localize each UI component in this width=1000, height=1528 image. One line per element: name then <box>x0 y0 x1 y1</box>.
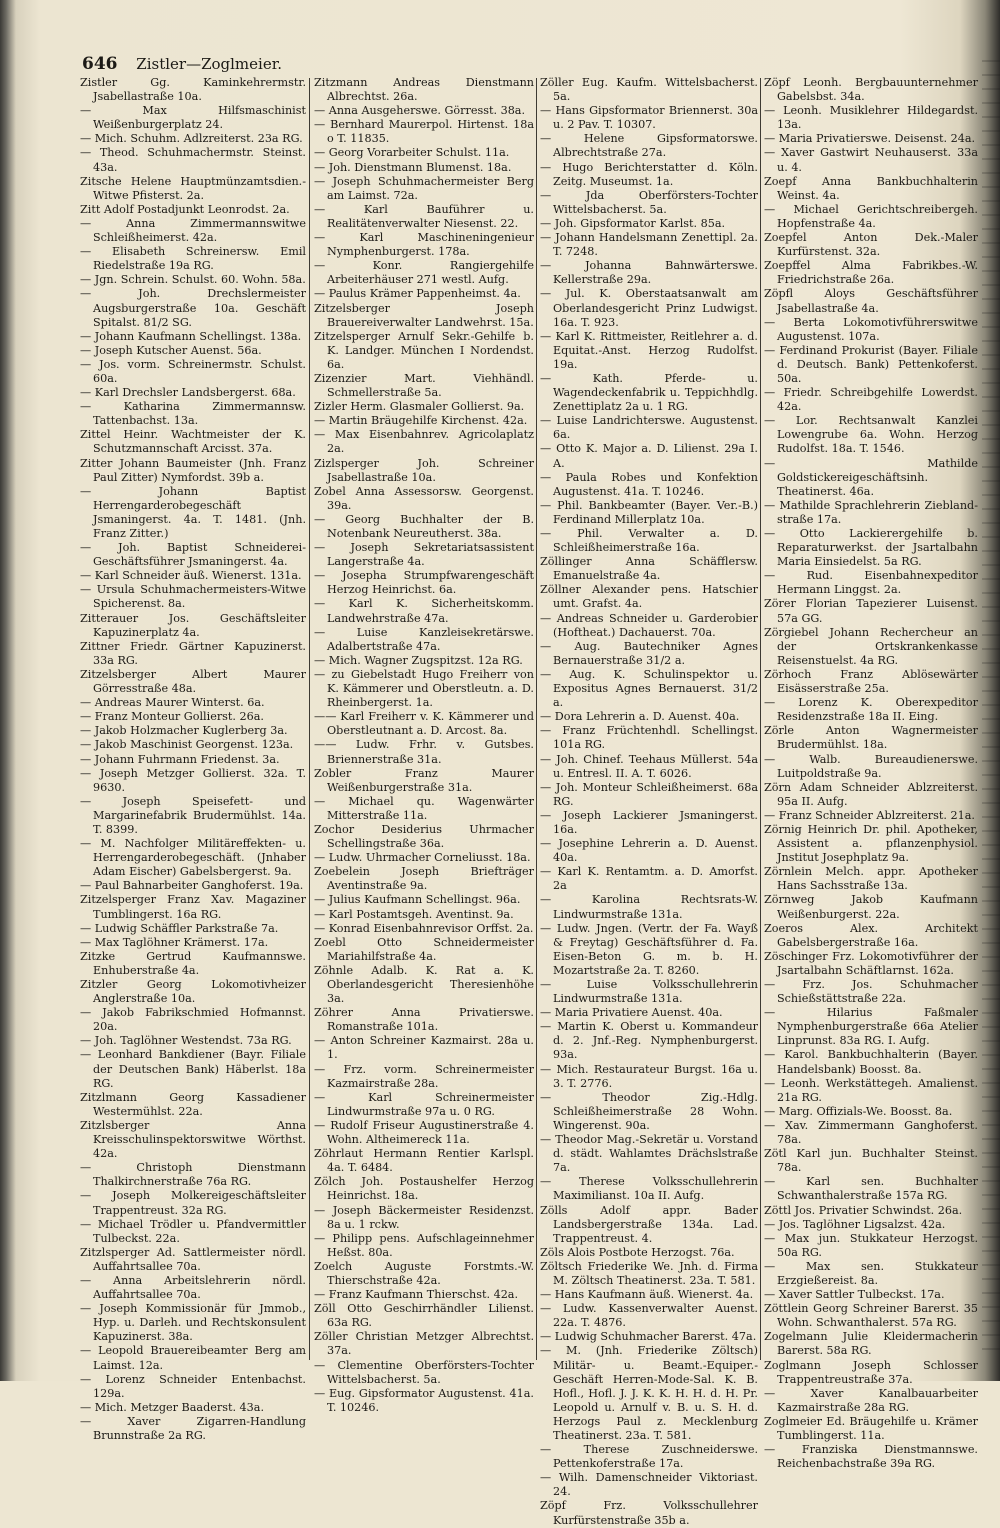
directory-entry: Zöltsch Friederike We. Jnh. d. Firma M. Zöltsch Theatinerst. 23a. T. 581. <box>540 1259 758 1287</box>
directory-entry: — Rud. Eisenbahnexpeditor Hermann Linggst. 2a. <box>764 569 978 597</box>
directory-entry: — Julius Kaufmann Schellingst. 96a. <box>314 893 521 907</box>
directory-entry: — Jda Oberförsters-Tochter Wittelsbacherst. 5a. <box>540 188 758 216</box>
column-divider <box>309 78 310 1360</box>
directory-entry: — M. (Jnh. Friederike Zöltsch) Militär- u. Beamt.-Equiper.-Geschäft Herren-Mode-Sal. K. B. Hofl., Hofl. J. J. K. K. H. H. d. H. Pr. Leopold u. Arnulf v. B. u. S. H. d. Herzogs Paul z. Mecklenburg Theatinerst. 23a. T. 581. <box>540 1344 758 1442</box>
directory-entry: — Rudolf Friseur Augustinerstraße 4. Wohn. Altheimereck 11a. <box>314 1118 534 1147</box>
directory-entry: Zöttl Jos. Privatier Schwindst. 26a. <box>764 1203 963 1217</box>
directory-entry: — Leopold Brauereibeamter Berg am Laimst. 12a. <box>80 1344 306 1372</box>
directory-entry: — Kath. Pferde- u. Wagendeckenfabrik u. Teppichhdlg. Zenettiplatz 2a u. 1 RG. <box>540 371 758 414</box>
directory-entry: — Friedr. Schreibgehilfe Lowerdst. 42a. <box>764 386 978 414</box>
directory-entry: — Mathilde Goldstickereigeschäftsinh. Theatinerst. 46a. <box>764 456 978 498</box>
directory-entry: — Ludwig Schäffler Parkstraße 7a. <box>80 921 279 935</box>
directory-entry: Zoepf Anna Bankbuchhalterin Weinst. 4a. <box>764 174 978 202</box>
directory-entry: — Karl Postamtsgeh. Aventinst. 9a. <box>314 907 514 921</box>
directory-entry: Zitzelsberger Albert Maurer Görresstraße 48a. <box>80 667 306 696</box>
directory-entry: — Mathilde Sprachlehrerin Ziebland-straße 17a. <box>764 498 978 526</box>
directory-entry: — Katharina Zimmermannsw. Tattenbachst. 13a. <box>80 400 306 428</box>
directory-entry: — Xav. Zimmermann Ganghoferst. 78a. <box>764 1118 978 1147</box>
directory-entry: — Phil. Bankbeamter (Bayer. Ver.-B.) Ferdinand Millerplatz 10a. <box>540 498 758 526</box>
directory-entry: — Michael qu. Wagenwärter Mitterstraße 11a. <box>314 794 534 822</box>
directory-entry: — Joh. Dienstmann Blumenst. 18a. <box>314 160 512 174</box>
directory-entry: — Mich. Restaurateur Burgst. 16a u. 3. T. 2776. <box>540 1062 758 1090</box>
directory-entry: Zitter Johann Baumeister (Jnh. Franz Paul Zitter) Nymfordst. 39b a. <box>80 456 306 484</box>
directory-entry: Zöllinger Anna Schäfflersw. Emanuelstraße 4a. <box>540 555 758 583</box>
directory-entry: — Ludw. Kassenverwalter Auenst. 22a. T. 4876. <box>540 1302 758 1330</box>
directory-entry: — Anton Schreiner Kazmairst. 28a u. 1. <box>314 1034 534 1062</box>
directory-entry: — Otto Lackierergehilfe b. Reparaturwerkst. der Jsartalbahn Maria Einsiedelst. 5a RG. <box>764 527 978 569</box>
directory-entry: — Aug. K. Schulinspektor u. Expositus Agnes Bernauerst. 31/2 a. <box>540 667 758 710</box>
directory-entry: — Karl Bauführer u. Realitätenverwalter Niesenst. 22. <box>314 202 534 230</box>
directory-entry: — Joseph Molkereigeschäftsleiter Trappentreust. 32a RG. <box>80 1189 306 1217</box>
directory-entry: — Jul. K. Oberstaatsanwalt am Oberlandesgericht Prinz Ludwigst. 16a. T. 923. <box>540 287 758 329</box>
directory-entry: — Andreas Maurer Winterst. 6a. <box>80 696 265 710</box>
directory-entry: — zu Giebelstadt Hugo Freiherr von K. Kämmerer und Oberstleutn. a. D. Rheinbergerst. 1a. <box>314 667 534 710</box>
directory-entry: — Therese Volksschullehrerin Maximilianst. 10a II. Aufg. <box>540 1175 758 1203</box>
directory-entry: — Johann Kaufmann Schellingst. 138a. <box>80 329 302 343</box>
directory-entry: Zöll Otto Geschirrhändler Lilienst. 63a RG. <box>314 1302 534 1330</box>
directory-entry: — Frz. Jos. Schuhmacher Schießstättstraße 22a. <box>764 978 978 1006</box>
directory-entry: — Marg. Offizials-We. Boosst. 8a. <box>764 1104 953 1118</box>
directory-entry: Zobler Franz Maurer Weißenburgerstraße 31a. <box>314 766 534 794</box>
directory-entry: — Anna Zimmermannswitwe Schleißheimerst. 42a. <box>80 216 306 245</box>
directory-entry: Zoepffel Alma Fabrikbes.-W. Friedrichstraße 26a. <box>764 259 978 287</box>
directory-entry: — Anna Arbeitslehrerin nördl. Auffahrtsallee 70a. <box>80 1273 306 1302</box>
directory-entry: — Konrad Eisenbahnrevisor Orffst. 2a. <box>314 921 534 935</box>
directory-entry: Zittner Friedr. Gärtner Kapuzinerst. 33a RG. <box>80 639 306 667</box>
directory-entry: — Lorenz Schneider Entenbachst. 129a. <box>80 1372 306 1400</box>
directory-entry: — Michael Trödler u. Pfandvermittler Tulbeckst. 22a. <box>80 1217 306 1245</box>
directory-entry: — Georg Buchhalter der B. Notenbank Neureutherst. 38a. <box>314 512 534 540</box>
directory-entry: — Joseph Lackierer Jsmaningerst. 16a. <box>540 808 758 836</box>
column-3 <box>540 76 758 1527</box>
directory-entry: Zitzke Gertrud Kaufmannswe. Enhuberstraße 4a. <box>80 949 306 977</box>
directory-entry: Zitzelsperger Franz Xav. Magaziner Tumblingerst. 16a RG. <box>80 893 306 921</box>
directory-entry: — Karl Drechsler Landsbergerst. 68a. <box>80 386 296 400</box>
directory-entry: — Ursula Schuhmachermeisters-Witwe Spicherenst. 8a. <box>80 583 306 611</box>
directory-entry: — Walb. Bureaudienerswe. Luitpoldstraße 9a. <box>764 752 978 780</box>
directory-entry: — Max jun. Stukkateur Herzogst. 50a RG. <box>764 1231 978 1259</box>
directory-entry: — Lorenz K. Oberexpeditor Residenzstraße 18a II. Eing. <box>764 696 978 724</box>
directory-entry: — Aug. Bautechniker Agnes Bernauerstraße 31/2 a. <box>540 639 758 667</box>
directory-entry: — Joseph Speisefett- und Margarinefabrik Brudermühlst. 14a. T. 8399. <box>80 794 306 836</box>
directory-entry: — Karl Schreinermeister Lindwurmstraße 97a u. 0 RG. <box>314 1090 534 1118</box>
directory-entry: — Mich. Metzger Baaderst. 43a. <box>80 1400 265 1414</box>
page-number: 646 <box>82 54 118 74</box>
directory-entry: — Leonh. Musiklehrer Hildegardst. 13a. <box>764 104 978 132</box>
directory-entry: — Joh. Monteur Schleißheimerst. 68a RG. <box>540 780 758 808</box>
directory-entry: Zitt Adolf Postadjunkt Leonrodst. 2a. <box>80 202 290 216</box>
directory-entry: — Leonhard Bankdiener (Bayr. Filiale der Deutschen Bank) Häberlst. 18a RG. <box>80 1048 306 1090</box>
directory-entry: — Franz Monteur Gollierst. 26a. <box>80 710 264 724</box>
directory-entry: —— Ludw. Frhr. v. Gutsbes. Briennerstraße 31a. <box>314 738 534 766</box>
directory-entry: — Philipp pens. Aufschlageinnehmer Heßst. 80a. <box>314 1231 534 1259</box>
directory-entry: Zitzelsperger Arnulf Sekr.-Gehilfe b. K. Landger. München I Nordendst. 6a. <box>314 329 534 371</box>
column-divider <box>536 78 537 1360</box>
directory-entry: — Anna Ausgeherswe. Görresst. 38a. <box>314 104 526 118</box>
directory-entry: — Karl Maschineningenieur Nymphenburgerst. 178a. <box>314 231 534 259</box>
directory-entry: — Ferdinand Prokurist (Bayer. Filiale d. Deutsch. Bank) Pettenkoferst. 50a. <box>764 343 978 385</box>
directory-entry: — Jgn. Schrein. Schulst. 60. Wohn. 58a. <box>80 273 306 287</box>
directory-entry: Zöller Eug. Kaufm. Wittelsbacherst. 5a. <box>540 76 758 104</box>
directory-entry: — Ludwig Schuhmacher Barerst. 47a. <box>540 1330 757 1344</box>
directory-entry: — Franz Schneider Ablzreiterst. 21a. <box>764 808 975 822</box>
directory-entry: Zochor Desiderius Uhrmacher Schellingstraße 36a. <box>314 822 534 851</box>
directory-entry: — Andreas Schneider u. Garderobier (Hoftheat.) Dachauerst. 70a. <box>540 611 758 639</box>
directory-entry: — Mich. Wagner Zugspitzst. 12a RG. <box>314 653 523 667</box>
directory-entry: — Hugo Berichterstatter d. Köln. Zeitg. Museumst. 1a. <box>540 160 758 188</box>
directory-entry: Zötl Karl jun. Buchhalter Steinst. 78a. <box>764 1147 978 1175</box>
directory-entry: — Max sen. Stukkateur Erzgießereist. 8a. <box>764 1259 978 1287</box>
directory-entry: Zoglmann Joseph Schlosser Trappentreustraße 37a. <box>764 1358 978 1386</box>
directory-entry: — Johann Baptist Herrengarderobegeschäft Jsmaningerst. 4a. T. 1481. (Jnh. Franz Zitter.) <box>80 484 306 540</box>
directory-entry: Zörn Adam Schneider Ablzreiterst. 95a II. Aufg. <box>764 780 978 808</box>
directory-entry: — Johann Fuhrmann Friedenst. 3a. <box>80 752 280 766</box>
directory-entry: Zörgiebel Johann Rechercheur an der Ortskrankenkasse Reisenstuelst. 4a RG. <box>764 625 978 667</box>
directory-entry: — Michael Gerichtschreibergeh. Hopfenstraße 4a. <box>764 202 978 230</box>
directory-entry: Zitzmann Andreas Dienstmann Albrechtst. 26a. <box>314 76 534 104</box>
directory-entry: — Joseph Bäckermeister Residenzst. 8a u. 1 rckw. <box>314 1203 534 1231</box>
directory-entry: — Joseph Schuhmachermeister Berg am Laimst. 72a. <box>314 174 534 202</box>
directory-entry: — Maria Privatiere Auenst. 40a. <box>540 1006 723 1020</box>
directory-entry: — Paula Robes und Konfektion Augustenst. 41a. T. 10246. <box>540 470 758 498</box>
directory-entry: Zöpf Leonh. Bergbauunternehmer Gabelsbst. 34a. <box>764 76 978 104</box>
directory-entry: — Karl K. Rittmeister, Reitlehrer a. d. Equitat.-Anst. Herzog Rudolfst. 19a. <box>540 329 758 371</box>
directory-entry: — Hans Gipsformator Briennerst. 30a u. 2 Pav. T. 10307. <box>540 104 758 132</box>
directory-entry: — Xaver Kanalbauarbeiter Kazmairstraße 28a RG. <box>764 1386 978 1414</box>
directory-entry: — Luise Volksschullehrerin Lindwurmstraße 131a. <box>540 978 758 1006</box>
directory-entry: — Max Eisenbahnrev. Agricolaplatz 2a. <box>314 428 534 456</box>
directory-entry: — Joh. Baptist Schneiderei-Geschäftsführer Jsmaningerst. 4a. <box>80 541 306 569</box>
directory-entry: — Jakob Fabrikschmied Hofmannst. 20a. <box>80 1006 306 1034</box>
directory-entry: — Helene Gipsformatorswe. Albrechtstraße 27a. <box>540 132 758 160</box>
directory-entry: — Joseph Kommissionär für Jmmob., Hyp. u. Darleh. und Rechtskonsulent Kapuzinerst. 38a. <box>80 1302 306 1344</box>
directory-entry: Zöttlein Georg Schreiner Barerst. 35 Wohn. Schwanthalerst. 57a RG. <box>764 1302 978 1330</box>
directory-entry: — Bernhard Maurerpol. Hirtenst. 18a o T. 11835. <box>314 118 534 146</box>
directory-entry: — Georg Vorarbeiter Schulst. 11a. <box>314 146 510 160</box>
directory-entry: — Karl sen. Buchhalter Schwanthalerstraße 157a RG. <box>764 1175 978 1203</box>
directory-entry: —— Karl Freiherr v. K. Kämmerer und Oberstleutnant a. D. Arcost. 8a. <box>314 710 534 738</box>
directory-entry: — Xaver Gastwirt Neuhauserst. 33a u. 4. <box>764 146 978 174</box>
directory-entry: — Jakob Holzmacher Kuglerberg 3a. <box>80 724 288 738</box>
column-divider <box>760 78 761 1360</box>
directory-entry: Zöller Christian Metzger Albrechtst. 37a. <box>314 1330 534 1358</box>
directory-entry: Zitterauer Jos. Geschäftsleiter Kapuzinerplatz 4a. <box>80 611 306 639</box>
directory-entry: Zörer Florian Tapezierer Luisenst. 57a GG. <box>764 597 978 625</box>
directory-entry: — Joh. Taglöhner Westendst. 73a RG. <box>80 1034 292 1048</box>
directory-entry: — Ludw. Jngen. (Vertr. der Fa. Wayß & Freytag) Geschäftsführer d. Fa. Eisen-Beton G. m. b. H. Mozartstraße 2a. T. 8260. <box>540 921 758 977</box>
directory-entry: Zöls Alois Postbote Herzogst. 76a. <box>540 1245 735 1259</box>
directory-entry: Zizenzier Mart. Viehhändl. Schmellerstraße 5a. <box>314 371 534 400</box>
directory-entry: Zöschinger Frz. Lokomotivführer der Jsartalbahn Schäftlarnst. 162a. <box>764 949 978 977</box>
directory-entry: Zöhrer Anna Privatierswe. Romanstraße 101a. <box>314 1006 534 1034</box>
directory-entry: Zöllner Alexander pens. Hatschier umt. Grafst. 4a. <box>540 583 758 611</box>
directory-entry: — Luise Landrichterswe. Augustenst. 6a. <box>540 414 758 442</box>
directory-entry: — Jos. Taglöhner Ligsalzst. 42a. <box>764 1217 946 1231</box>
directory-entry: Zittel Heinr. Wachtmeister der K. Schutzmannschaft Arcisst. 37a. <box>80 428 306 456</box>
directory-entry: — Martin K. Oberst u. Kommandeur d. 2. Jnf.-Reg. Nymphenburgerst. 93a. <box>540 1020 758 1062</box>
directory-entry: Zölls Adolf appr. Bader Landsbergerstraße 134a. Lad. Trappentreust. 4. <box>540 1203 758 1245</box>
directory-entry: — Joh. Drechslermeister Augsburgerstraße 10a. Geschäft Spitalst. 81/2 SG. <box>80 287 306 329</box>
directory-entry: — Theod. Schuhmachermstr. Steinst. 43a. <box>80 146 306 174</box>
directory-entry: — Joh. Gipsformator Karlst. 85a. <box>540 216 726 230</box>
directory-entry: — Therese Zuschneiderswe. Pettenkoferstraße 17a. <box>540 1443 758 1471</box>
directory-entry: Zöhnle Adalb. K. Rat a. K. Oberlandesgericht Theresienhöhe 3a. <box>314 963 534 1006</box>
directory-entry: Zoeros Alex. Architekt Gabelsbergerstraße 16a. <box>764 921 978 949</box>
directory-entry: Zöpfl Aloys Geschäftsführer Jsabellastraße 4a. <box>764 287 978 315</box>
directory-entry: — Elisabeth Schreinersw. Emil Riedelstraße 19a RG. <box>80 245 306 273</box>
directory-entry: — Berta Lokomotivführerswitwe Augustenst. 107a. <box>764 315 978 343</box>
directory-entry: — Paulus Krämer Pappenheimst. 4a. <box>314 287 521 301</box>
directory-entry: — Franziska Dienstmannswe. Reichenbachstraße 39a RG. <box>764 1443 978 1471</box>
directory-entry: — Christoph Dienstmann Thalkirchnerstraße 76a RG. <box>80 1161 306 1189</box>
directory-entry: — Josepha Strumpfwarengeschäft Herzog Heinrichst. 6a. <box>314 569 534 597</box>
directory-entry: — Johanna Bahnwärterswe. Kellerstraße 29a. <box>540 259 758 287</box>
directory-entry: — Paul Bahnarbeiter Ganghoferst. 19a. <box>80 879 304 893</box>
directory-entry: — Max Taglöhner Krämerst. 17a. <box>80 935 269 949</box>
directory-entry: — Joh. Chinef. Teehaus Müllerst. 54a u. Entresl. II. A. T. 6026. <box>540 752 758 780</box>
directory-entry: Zoelch Auguste Forstmts.-W. Thierschstraße 42a. <box>314 1259 534 1287</box>
directory-entry: Zörnig Heinrich Dr. phil. Apotheker, Assistent a. pflanzenphysiol. Jnstitut Josephplatz 9a. <box>764 822 978 865</box>
directory-entry: — Theodor Mag.-Sekretär u. Vorstand d. städt. Wahlamtes Drächslstraße 7a. <box>540 1133 758 1175</box>
directory-entry: — Karl K. Rentamtm. a. D. Amorfst. 2a <box>540 865 758 893</box>
running-title: Zistler—Zoglmeier. <box>136 55 282 73</box>
directory-entry: — Phil. Verwalter a. D. Schleißheimerstraße 16a. <box>540 527 758 555</box>
directory-entry: — Dora Lehrerin a. D. Auenst. 40a. <box>540 710 740 724</box>
directory-entry: Zoglmeier Ed. Bräugehilfe u. Krämer Tumblingerst. 11a. <box>764 1414 978 1442</box>
directory-entry: Zistler Gg. Kaminkehrermstr. Jsabellastraße 10a. <box>80 76 306 104</box>
directory-entry: — Lor. Rechtsanwalt Kanzlei Lowengrube 6a. Wohn. Herzog Rudolfst. 18a. T. 1546. <box>764 414 978 456</box>
directory-entry: Zörnweg Jakob Kaufmann Weißenburgerst. 22a. <box>764 893 978 921</box>
directory-entry: — Xaver Zigarren-Handlung Brunnstraße 2a RG. <box>80 1414 306 1442</box>
directory-entry: — Josephine Lehrerin a. D. Auenst. 40a. <box>540 837 758 865</box>
directory-entry: — Franz Früchtenhdl. Schellingst. 101a RG. <box>540 724 758 752</box>
directory-entry: — Hans Kaufmann äuß. Wienerst. 4a. <box>540 1288 754 1302</box>
directory-entry: Zoebl Otto Schneidermeister Mariahilfstraße 4a. <box>314 935 534 963</box>
directory-entry: Zörnlein Melch. appr. Apotheker Hans Sachsstraße 13a. <box>764 865 978 893</box>
directory-entry: Zizler Herm. Glasmaler Gollierst. 9a. <box>314 400 525 414</box>
column-4 <box>764 76 978 1471</box>
directory-entry: — Max Hilfsmaschinist Weißenburgerplatz 24. <box>80 104 306 132</box>
directory-entry: — Jos. vorm. Schreinermstr. Schulst. 60a. <box>80 357 306 385</box>
directory-entry: — Joseph Sekretariatsassistent Langerstraße 4a. <box>314 541 534 569</box>
directory-entry: — Ludw. Uhrmacher Corneliusst. 18a. <box>314 851 531 865</box>
directory-entry: — Martin Bräugehilfe Kirchenst. 42a. <box>314 414 528 428</box>
directory-entry: — Karol. Bankbuchhalterin (Bayer. Handelsbank) Boosst. 8a. <box>764 1048 978 1076</box>
directory-entry: — M. Nachfolger Militäreffekten- u. Herrengarderobegeschäft. (Jnhaber Adam Eischer) Gabelsbergerst. 9a. <box>80 837 306 879</box>
directory-entry: — Hilarius Faßmaler Nymphenburgerstraße 66a Atelier Linprunst. 83a RG. I. Aufg. <box>764 1006 978 1048</box>
directory-entry: — Joseph Metzger Gollierst. 32a. T. 9630. <box>80 766 306 794</box>
directory-entry: — Luise Kanzleisekretärswe. Adalbertstraße 47a. <box>314 625 534 653</box>
directory-entry: Zobel Anna Assessorsw. Georgenst. 39a. <box>314 484 534 512</box>
directory-entry: — Karl Schneider äuß. Wienerst. 131a. <box>80 569 302 583</box>
directory-entry: Zogelmann Julie Kleidermacherin Barerst. 58a RG. <box>764 1330 978 1358</box>
directory-entry: — Karl K. Sicherheitskomm. Landwehrstraße 47a. <box>314 597 534 625</box>
directory-entry: — Frz. vorm. Schreinermeister Kazmairstraße 28a. <box>314 1062 534 1090</box>
directory-entry: Zitsche Helene Hauptmünzamtsdien.-Witwe Pfisterst. 2a. <box>80 174 306 202</box>
directory-entry: Zörhoch Franz Ablösewärter Eisässerstraße 25a. <box>764 667 978 696</box>
directory-entry: Zoepfel Anton Dek.-Maler Kurfürstenst. 32a. <box>764 231 978 259</box>
column-2 <box>314 76 534 1414</box>
directory-entry: Zitzlsperger Ad. Sattlermeister nördl. Auffahrtsallee 70a. <box>80 1245 306 1273</box>
directory-entry: — Eug. Gipsformator Augustenst. 41a. T. 10246. <box>314 1386 534 1414</box>
directory-entry: Zölch Joh. Postaushelfer Herzog Heinrichst. 18a. <box>314 1175 534 1203</box>
directory-entry: — Mich. Schuhm. Adlzreiterst. 23a RG. <box>80 132 303 146</box>
directory-entry: — Johann Handelsmann Zenettipl. 2a. T. 7248. <box>540 231 758 259</box>
directory-entry: — Joseph Kutscher Auenst. 56a. <box>80 343 262 357</box>
directory-entry: — Clementine Oberförsters-Tochter Wittelsbacherst. 5a. <box>314 1358 534 1386</box>
directory-entry: Zizlsperger Joh. Schreiner Jsabellastraße 10a. <box>314 456 534 484</box>
directory-entry: — Wilh. Damenschneider Viktoriast. 24. <box>540 1471 758 1499</box>
directory-entry: — Franz Kaufmann Thierschst. 42a. <box>314 1288 519 1302</box>
directory-entry: Zitzlsberger Anna Kreisschulinspektorswitwe Wörthst. 42a. <box>80 1118 306 1161</box>
adjacent-page-edge <box>982 60 1000 1360</box>
directory-entry: — Konr. Rangiergehilfe Arbeiterhäuser 271 westl. Aufg. <box>314 259 534 287</box>
directory-entry: — Maria Privatierswe. Deisenst. 24a. <box>764 132 976 146</box>
directory-entry: — Otto K. Major a. D. Lilienst. 29a I. A. <box>540 442 758 470</box>
directory-entry: Zitzler Georg Lokomotivheizer Anglerstraße 10a. <box>80 978 306 1006</box>
directory-entry: — Leonh. Werkstättegeh. Amalienst. 21a RG. <box>764 1076 978 1104</box>
directory-entry: — Theodor Zig.-Hdlg. Schleißheimerstraße 28 Wohn. Wingerenst. 90a. <box>540 1090 758 1132</box>
directory-entry: — Xaver Sattler Tulbeckst. 17a. <box>764 1288 945 1302</box>
directory-entry: Zöpf Frz. Volksschullehrer Kurfürstenstraße 35b a. <box>540 1499 758 1527</box>
directory-entry: Zitzlmann Georg Kassadiener Westermühlst. 22a. <box>80 1090 306 1118</box>
directory-entry: Zöhrlaut Hermann Rentier Karlspl. 4a. T. 6484. <box>314 1147 534 1175</box>
directory-entry: Zitzelsberger Joseph Brauereiverwalter Landwehrst. 15a. <box>314 301 534 329</box>
directory-columns <box>80 76 978 1527</box>
directory-entry: — Karolina Rechtsrats-W. Lindwurmstraße 131a. <box>540 893 758 921</box>
directory-entry: — Jakob Maschinist Georgenst. 123a. <box>80 738 294 752</box>
directory-entry: Zoebelein Joseph Briefträger Aventinstraße 9a. <box>314 865 534 893</box>
column-1 <box>80 76 306 1442</box>
directory-entry: Zörle Anton Wagnermeister Brudermühlst. 18a. <box>764 724 978 752</box>
